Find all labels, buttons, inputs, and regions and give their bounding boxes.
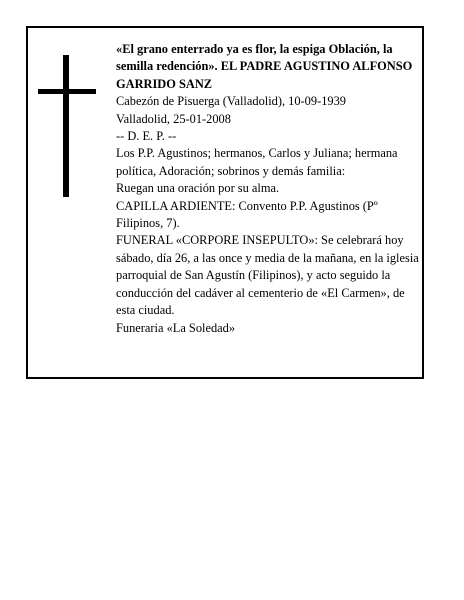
birth-line: Cabezón de Pisuerga (Valladolid), 10-09-1939: [116, 94, 346, 109]
cross-horizontal-bar: [38, 89, 96, 94]
funeral-info: FUNERAL «CORPORE INSEPULTO»: Se celebrará hoy sábado, día 26, a las once y media de la mañana, en la iglesia parroquial de San Agustín (Filipinos), y acto seguido la conducción del cadáver al cementerio de «El Carmen», de esta ciudad.: [116, 233, 419, 318]
death-line: Valladolid, 25-01-2008: [116, 111, 231, 126]
cross-vertical-bar: [63, 55, 69, 197]
rip-line: -- D. E. P. --: [116, 129, 177, 144]
funeral-home: Funeraria «La Soledad»: [116, 320, 236, 335]
family-line: Los P.P. Agustinos; hermanos, Carlos y Juliana; hermana política, Adoración; sobrinos y demás familia:: [116, 146, 398, 178]
prayer-request: Ruegan una oración por su alma.: [116, 181, 280, 196]
notice-heading: «El grano enterrado ya es flor, la espiga Oblación, la semilla redención». EL PADRE AGUSTINO ALFONSO GARRIDO SANZ: [116, 42, 413, 91]
notice-text: [116, 41, 420, 337]
chapel-info: CAPILLA ARDIENTE: Convento P.P. Agustinos (Pº Filipinos, 7).: [116, 198, 378, 231]
cross-icon: [38, 55, 98, 197]
obituary-notice: [26, 26, 424, 379]
